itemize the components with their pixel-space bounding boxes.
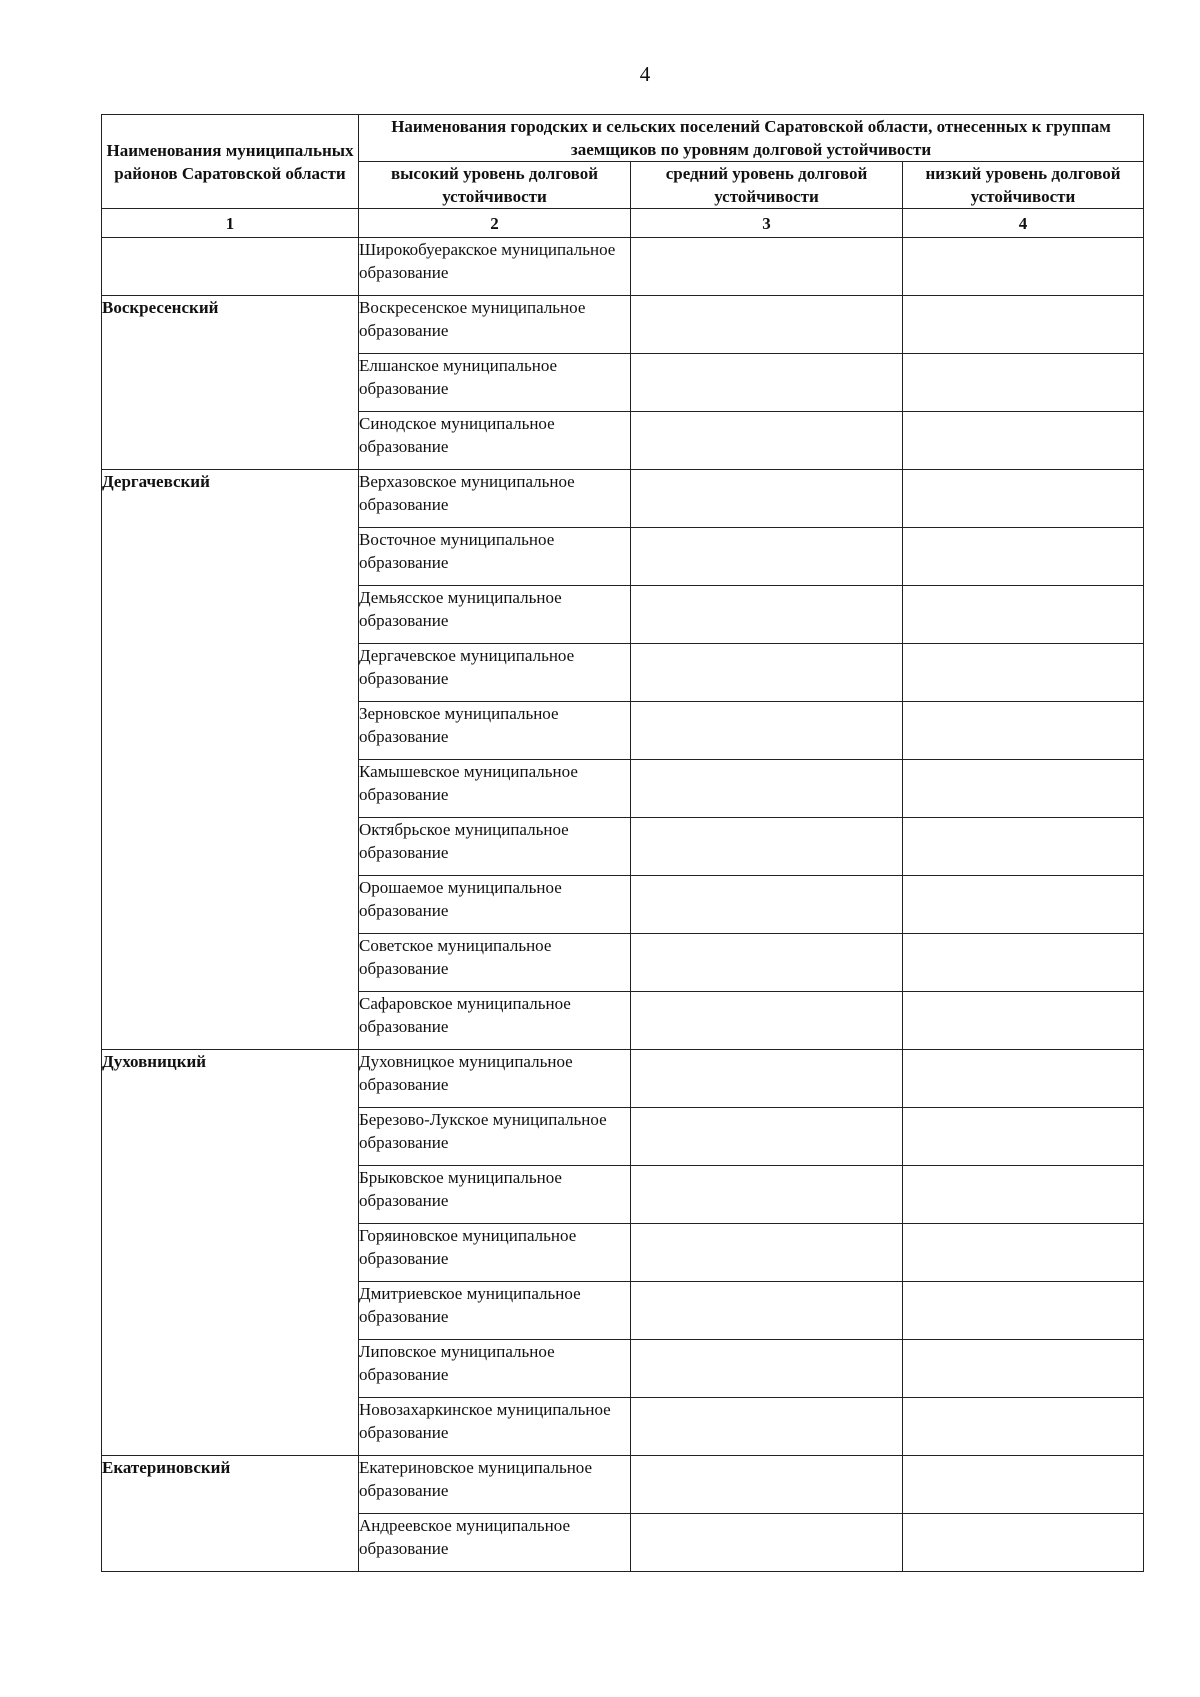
settlement-low-cell: [903, 1050, 1144, 1108]
settlement-low-cell: [903, 1398, 1144, 1456]
header-medium-level: средний уровень долговой устойчивости: [631, 162, 903, 209]
page-number: 4: [639, 62, 651, 86]
district-name-cell: Воскресенский: [102, 296, 359, 470]
settlement-low-cell: [903, 934, 1144, 992]
settlement-low-cell: [903, 1282, 1144, 1340]
settlement-low-cell: [903, 1224, 1144, 1282]
table-body: [102, 238, 1144, 1572]
settlement-medium-cell: [631, 760, 903, 818]
settlement-high-cell: Андреевское муниципальное образование: [359, 1514, 631, 1572]
settlement-high-cell: Орошаемое муниципальное образование: [359, 876, 631, 934]
settlement-high-cell: Духовницкое муниципальное образование: [359, 1050, 631, 1108]
settlement-low-cell: [903, 586, 1144, 644]
settlement-medium-cell: [631, 1514, 903, 1572]
column-numbers-row: [102, 209, 1144, 238]
settlement-high-cell: Сафаровское муниципальное образование: [359, 992, 631, 1050]
settlement-medium-cell: [631, 1340, 903, 1398]
table-row: [102, 296, 1144, 354]
settlement-high-cell: Дергачевское муниципальное образование: [359, 644, 631, 702]
settlement-medium-cell: [631, 702, 903, 760]
district-name-cell: Екатериновский: [102, 1456, 359, 1572]
settlement-low-cell: [903, 702, 1144, 760]
settlement-low-cell: [903, 1340, 1144, 1398]
settlement-high-cell: Березово-Лукское муниципальное образование: [359, 1108, 631, 1166]
settlement-medium-cell: [631, 1398, 903, 1456]
settlement-high-cell: Воскресенское муниципальное образование: [359, 296, 631, 354]
settlement-low-cell: [903, 1514, 1144, 1572]
column-number: 3: [631, 209, 903, 238]
header-settlement-groups: Наименования городских и сельских поселений Саратовской области, отнесенных к группам заемщиков по уровням долговой устойчивости: [359, 115, 1144, 162]
settlement-low-cell: [903, 238, 1144, 296]
settlement-low-cell: [903, 296, 1144, 354]
header-row-top: [102, 115, 1144, 162]
settlement-low-cell: [903, 876, 1144, 934]
table-row: [102, 1456, 1144, 1514]
settlement-high-cell: Октябрьское муниципальное образование: [359, 818, 631, 876]
table-row: [102, 1050, 1144, 1108]
settlement-high-cell: Горяиновское муниципальное образование: [359, 1224, 631, 1282]
settlement-low-cell: [903, 412, 1144, 470]
settlement-medium-cell: [631, 818, 903, 876]
column-number: 1: [102, 209, 359, 238]
debt-sustainability-table: [101, 114, 1144, 1572]
settlement-high-cell: Широкобуеракское муниципальное образование: [359, 238, 631, 296]
settlement-medium-cell: [631, 412, 903, 470]
settlement-medium-cell: [631, 296, 903, 354]
settlement-high-cell: Синодское муниципальное образование: [359, 412, 631, 470]
settlement-medium-cell: [631, 1108, 903, 1166]
settlement-high-cell: Новозахаркинское муниципальное образование: [359, 1398, 631, 1456]
settlement-low-cell: [903, 760, 1144, 818]
settlement-high-cell: Восточное муниципальное образование: [359, 528, 631, 586]
column-number: 4: [903, 209, 1144, 238]
settlement-medium-cell: [631, 876, 903, 934]
settlement-low-cell: [903, 1166, 1144, 1224]
district-name-cell: [102, 238, 359, 296]
settlement-medium-cell: [631, 1282, 903, 1340]
settlement-high-cell: Камышевское муниципальное образование: [359, 760, 631, 818]
settlement-medium-cell: [631, 1166, 903, 1224]
settlement-high-cell: Зерновское муниципальное образование: [359, 702, 631, 760]
settlement-high-cell: Липовское муниципальное образование: [359, 1340, 631, 1398]
settlement-medium-cell: [631, 238, 903, 296]
settlement-medium-cell: [631, 1456, 903, 1514]
settlement-medium-cell: [631, 934, 903, 992]
settlement-medium-cell: [631, 470, 903, 528]
settlement-low-cell: [903, 354, 1144, 412]
settlement-high-cell: Советское муниципальное образование: [359, 934, 631, 992]
header-low-level: низкий уровень долговой устойчивости: [903, 162, 1144, 209]
settlement-medium-cell: [631, 1050, 903, 1108]
settlement-medium-cell: [631, 354, 903, 412]
settlement-low-cell: [903, 644, 1144, 702]
district-name-cell: Духовницкий: [102, 1050, 359, 1456]
settlement-high-cell: Елшанское муниципальное образование: [359, 354, 631, 412]
settlement-medium-cell: [631, 586, 903, 644]
settlement-high-cell: Демьясское муниципальное образование: [359, 586, 631, 644]
settlement-high-cell: Верхазовское муниципальное образование: [359, 470, 631, 528]
settlement-low-cell: [903, 1456, 1144, 1514]
settlement-high-cell: Дмитриевское муниципальное образование: [359, 1282, 631, 1340]
settlement-medium-cell: [631, 1224, 903, 1282]
table-row: [102, 470, 1144, 528]
column-number: 2: [359, 209, 631, 238]
settlement-low-cell: [903, 528, 1144, 586]
settlement-high-cell: Екатериновское муниципальное образование: [359, 1456, 631, 1514]
settlement-low-cell: [903, 1108, 1144, 1166]
district-name-cell: Дергачевский: [102, 470, 359, 1050]
header-district-names: Наименования муниципальных районов Саратовской области: [102, 115, 359, 209]
table-row: [102, 238, 1144, 296]
settlement-medium-cell: [631, 528, 903, 586]
settlement-low-cell: [903, 818, 1144, 876]
settlement-medium-cell: [631, 992, 903, 1050]
header-high-level: высокий уровень долговой устойчивости: [359, 162, 631, 209]
settlement-medium-cell: [631, 644, 903, 702]
settlement-high-cell: Брыковское муниципальное образование: [359, 1166, 631, 1224]
settlement-low-cell: [903, 470, 1144, 528]
settlement-low-cell: [903, 992, 1144, 1050]
